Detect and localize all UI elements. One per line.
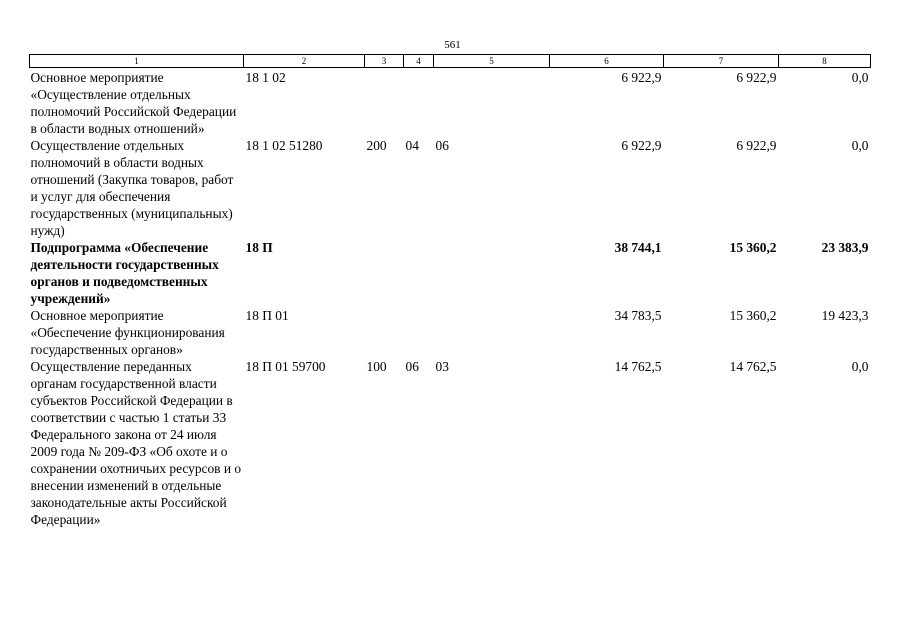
row-expense-type: 200 (366, 138, 387, 153)
row-subsection (434, 68, 550, 138)
row-section: 04 (405, 138, 419, 153)
table-body (30, 68, 871, 529)
column-number: 1 (30, 55, 244, 68)
column-number: 5 (434, 55, 550, 68)
column-number: 8 (779, 55, 871, 68)
row-amount-col7: 15 360,2 (729, 308, 777, 323)
row-subsection (434, 307, 550, 358)
row-subsection: 06 (435, 138, 449, 153)
row-name: Осуществление переданных органам государственной власти субъектов Российской Федерации в соответствии с частью 1 статьи 33 Федерального закона от 24 июля 2009 года № 209-ФЗ «Об охоте и о сохранении охотничьих ресурсов и о внесении изменений в отдельные законодательные акты Российской Федерации» (30, 359, 242, 527)
row-expense-type (365, 307, 404, 358)
row-amount-col8: 0,0 (851, 359, 869, 374)
page-number: 561 (444, 39, 461, 51)
row-name: Подпрограмма «Обеспечение деятельности государственных органов и подведомственных учреждений» (30, 240, 219, 306)
row-amount-col8: 23 383,9 (821, 240, 869, 255)
row-subsection (434, 239, 550, 307)
row-name: Основное мероприятие «Осуществление отдельных полномочий Российской Федерации в области водных отношений» (30, 70, 237, 136)
row-total: 38 744,1 (614, 240, 662, 255)
row-total: 6 922,9 (621, 70, 662, 85)
column-number: 2 (244, 55, 365, 68)
budget-table (29, 54, 871, 528)
row-name: Основное мероприятие «Обеспечение функционирования государственных органов» (30, 308, 225, 357)
table-row (30, 358, 871, 528)
row-amount-col7: 14 762,5 (729, 359, 777, 374)
row-code: 18 1 02 51280 (245, 138, 323, 153)
table-row (30, 68, 871, 138)
column-number: 3 (365, 55, 404, 68)
table-row (30, 307, 871, 358)
row-section (404, 239, 434, 307)
row-expense-type (365, 239, 404, 307)
row-section (404, 68, 434, 138)
row-total: 14 762,5 (614, 359, 662, 374)
column-number-row (30, 55, 871, 68)
table-row-subprogram (30, 239, 871, 307)
row-amount-col7: 6 922,9 (736, 138, 777, 153)
table-row (30, 137, 871, 239)
row-name: Осуществление отдельных полномочий в области водных отношений (Закупка товаров, работ и услуг для обеспечения государственных (муниципальных) нужд) (30, 138, 234, 238)
row-code: 18 П 01 59700 (245, 359, 326, 374)
column-number: 7 (664, 55, 779, 68)
row-amount-col8: 0,0 (851, 138, 869, 153)
row-amount-col7: 6 922,9 (736, 70, 777, 85)
row-total: 6 922,9 (621, 138, 662, 153)
row-code: 18 1 02 (245, 70, 286, 85)
row-expense-type (365, 68, 404, 138)
row-amount-col8: 19 423,3 (821, 308, 869, 323)
row-expense-type: 100 (366, 359, 387, 374)
row-subsection: 03 (435, 359, 449, 374)
column-number: 4 (404, 55, 434, 68)
row-total: 34 783,5 (614, 308, 662, 323)
row-section: 06 (405, 359, 419, 374)
table-header (30, 55, 871, 68)
column-number: 6 (550, 55, 664, 68)
row-code: 18 П 01 (245, 308, 289, 323)
row-amount-col7: 15 360,2 (729, 240, 777, 255)
row-code: 18 П (245, 240, 273, 255)
row-amount-col8: 0,0 (851, 70, 869, 85)
row-section (404, 307, 434, 358)
